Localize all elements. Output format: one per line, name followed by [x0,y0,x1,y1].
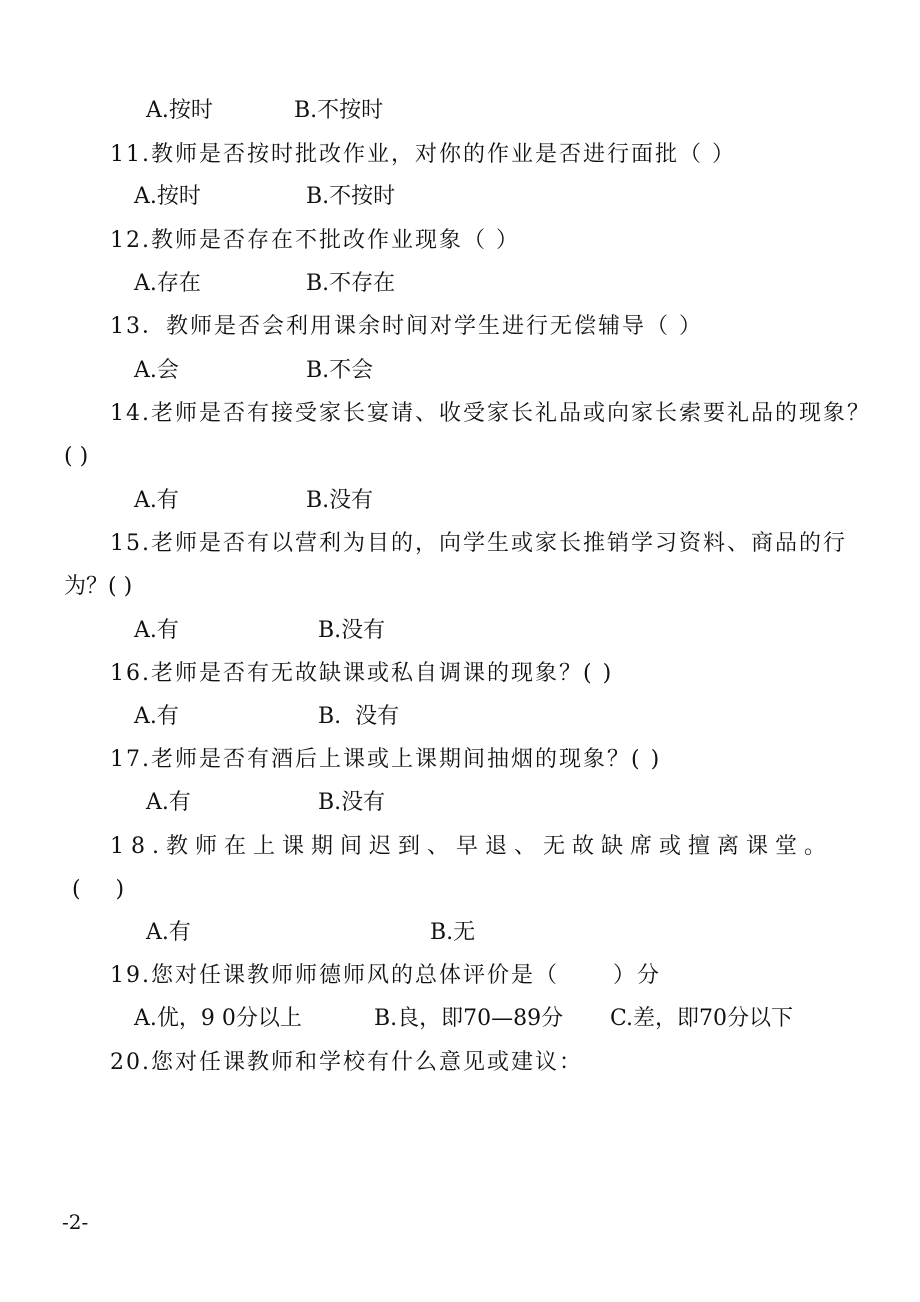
q15-option-a: A.有 [134,618,179,643]
question-18-answer-blank: ( ) [72,877,125,902]
question-14-text: 14.老师是否有接受家长宴请、收受家长礼品或向家长索要礼品的现象？ [110,401,871,426]
q15-option-b: B.没有 [318,618,386,643]
q18-option-a: A.有 [146,920,191,945]
question-12-text: 12.教师是否存在不批改作业现象（ ） [110,228,520,253]
q12-option-a: A.存在 [134,271,201,296]
q11-option-a: A.按时 [134,184,201,209]
q16-option-b: B. 没有 [318,704,400,729]
q17-option-a: A.有 [146,790,191,815]
q14-option-b: B.没有 [306,488,374,513]
question-15-text: 15.老师是否有以营利为目的，向学生或家长推销学习资料、商品的行 [110,531,847,556]
question-11-text: 11.教师是否按时批改作业，对你的作业是否进行面批（ ） [110,142,736,167]
q18-option-b: B.无 [430,920,476,945]
question-14-answer-blank: ( ) [64,444,89,469]
q19-option-a: A.优，9 0分以上 [134,1006,302,1031]
q16-option-a: A.有 [134,704,179,729]
q10-option-b: B.不按时 [294,98,384,123]
question-16-text: 16.老师是否有无故缺课或私自调课的现象？( ) [110,661,614,686]
q17-option-b: B.没有 [318,790,386,815]
q12-option-b: B.不存在 [306,271,396,296]
question-15-continuation: 为？( ) [64,574,133,599]
question-19-text: 19.您对任课教师师德师风的总体评价是（ ）分 [110,963,661,988]
question-13-text: 13．教师是否会利用课余时间对学生进行无偿辅导（ ） [110,314,703,339]
page-number: -2- [62,1210,89,1234]
question-18-text: 18.教师在上课期间迟到、早退、无故缺席或擅离课堂。 [110,834,833,859]
question-17-text: 17.老师是否有酒后上课或上课期间抽烟的现象？( ) [110,747,662,772]
q14-option-a: A.有 [134,488,179,513]
q13-option-b: B.不会 [306,358,374,383]
q11-option-b: B.不按时 [306,184,396,209]
q10-option-a: A.按时 [146,98,213,123]
q19-option-c: C.差，即70分以下 [610,1006,794,1031]
q13-option-a: A.会 [134,358,179,383]
question-20-text: 20.您对任课教师和学校有什么意见或建议： [110,1050,583,1075]
q19-option-b: B.良，即70—89分 [374,1006,564,1031]
